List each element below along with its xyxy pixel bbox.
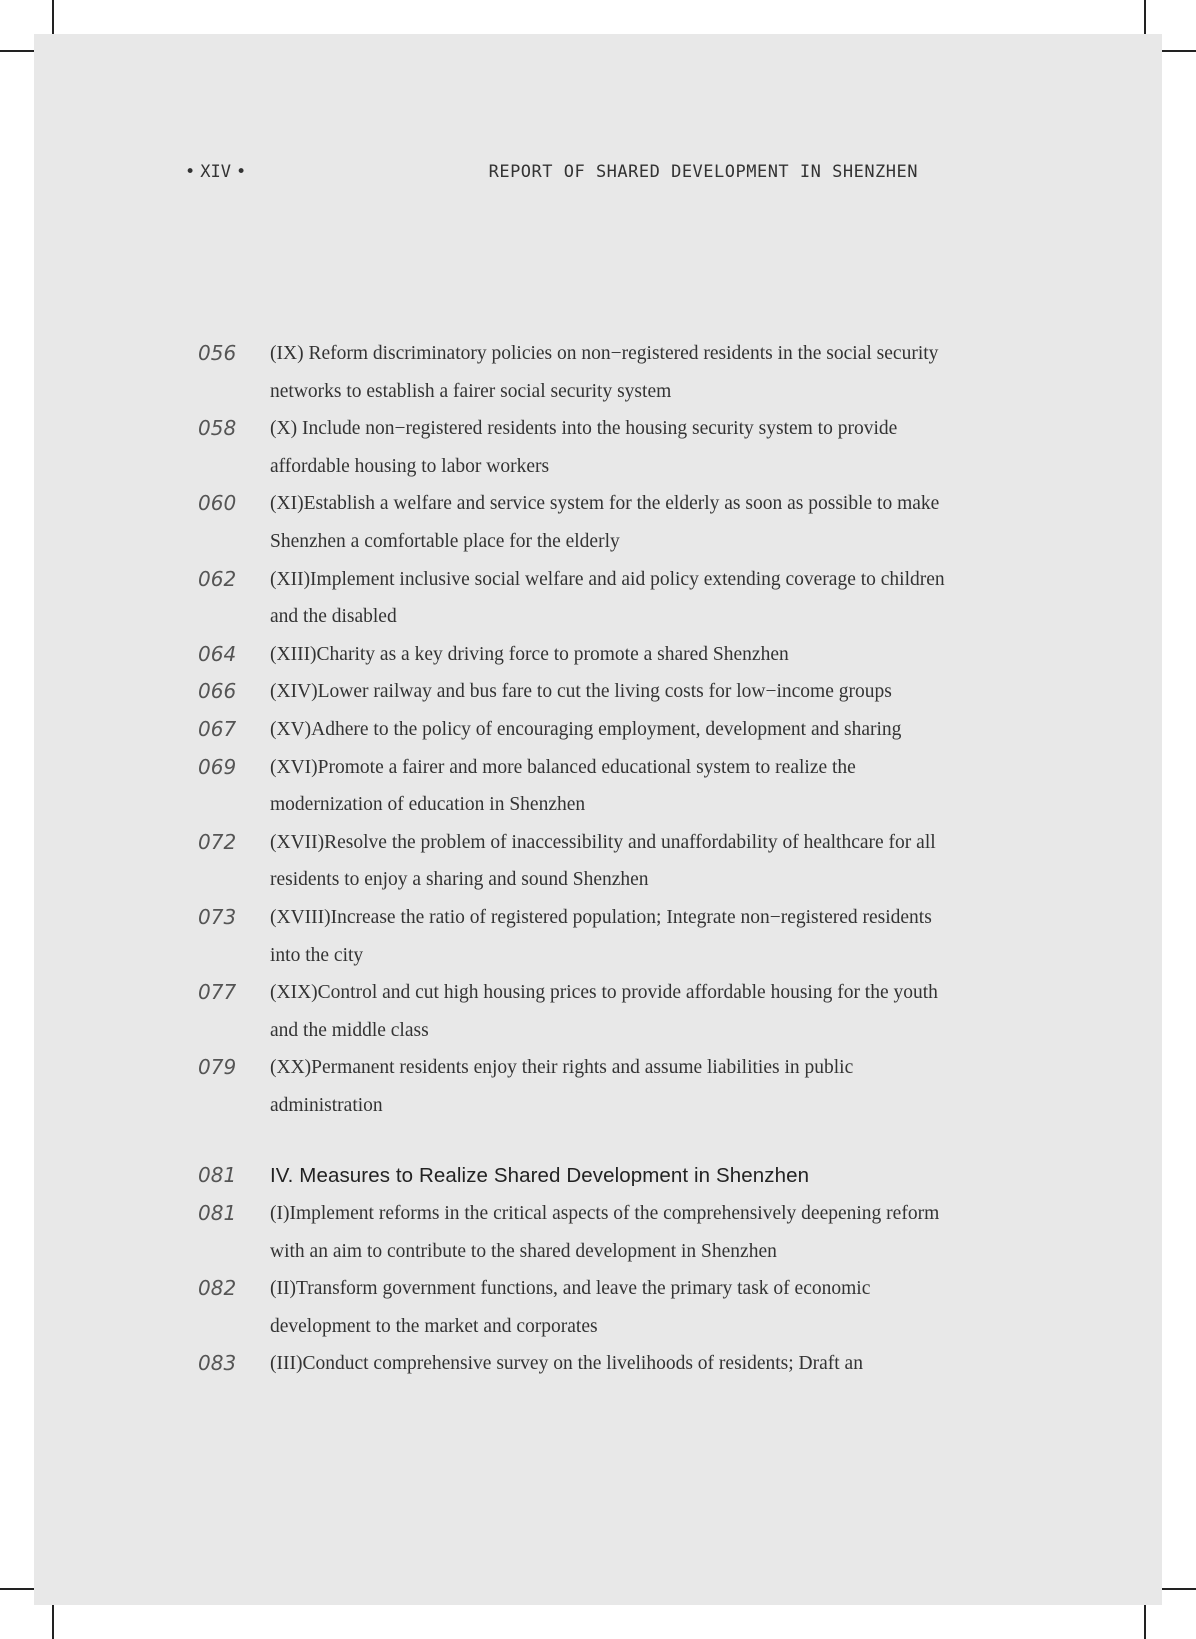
running-title: REPORT OF SHARED DEVELOPMENT IN SHENZHEN (488, 162, 918, 182)
crop-mark-top-right-horizontal (1162, 50, 1196, 52)
toc-entry-title: (XX)Permanent residents enjoy their rights and assume liabilities in public administration (270, 1057, 854, 1116)
toc-entry (34, 711, 1162, 749)
toc-page-number: 072 (198, 829, 237, 854)
toc-entry-title: (XVII)Resolve the problem of inaccessibility and unaffordability of healthcare for all residents to enjoy a sharing and sound Shenzhen (270, 831, 936, 891)
toc-entry (34, 1345, 1162, 1383)
toc-entry-title: (II)Transform government functions, and leave the primary task of economic development to the market and corporates (270, 1278, 871, 1337)
running-head (34, 162, 1162, 186)
page-folio (180, 162, 251, 182)
crop-mark-bottom-right-vertical (1144, 1605, 1146, 1639)
toc-entry (34, 673, 1162, 711)
toc-entry-title: (XIX)Control and cut high housing prices to provide affordable housing for the youth and the middle class (270, 982, 938, 1041)
bullet-dot: • (185, 162, 196, 182)
crop-mark-top-left-vertical (52, 0, 54, 34)
toc-page-number: 062 (198, 566, 237, 591)
toc-page-number: 073 (198, 904, 237, 929)
toc-page-number: 082 (198, 1276, 237, 1301)
toc-entry (34, 1049, 1162, 1124)
toc-entry-title: (XVIII)Increase the ratio of registered population; Integrate non−registered residents into the city (270, 906, 932, 966)
toc-entry (34, 410, 1162, 485)
toc-page-number: 060 (198, 491, 237, 516)
toc-page-number: 079 (198, 1055, 237, 1080)
toc-page-number: 066 (198, 679, 237, 704)
toc-entry (34, 749, 1162, 824)
toc-entry-title: (XII)Implement inclusive social welfare and aid policy extending coverage to children and the disabled (270, 568, 945, 628)
toc-page-number: 064 (198, 641, 237, 666)
toc-entry (34, 974, 1162, 1049)
toc-entry-title: (X) Include non−registered residents into the housing security system to provide affordable housing to labor workers (270, 418, 898, 477)
toc-entry (34, 1195, 1162, 1270)
toc-entry-title: (XIV)Lower railway and bus fare to cut the living costs for low−income groups (270, 681, 892, 703)
toc-page-number: 077 (198, 980, 237, 1005)
toc-page-number: 056 (198, 341, 237, 365)
toc-entry-title: (III)Conduct comprehensive survey on the livelihoods of residents; Draft an (270, 1353, 863, 1375)
bullet-dot: • (235, 162, 247, 182)
crop-mark-top-right-vertical (1144, 0, 1146, 34)
toc-section-title: IV. Measures to Realize Shared Development in Shenzhen (270, 1164, 810, 1188)
toc-page-number: 081 (198, 1201, 237, 1226)
toc-entry (34, 899, 1162, 974)
toc-entry (34, 335, 1162, 410)
toc-page-number: 081 (198, 1163, 237, 1188)
toc-page-number: 058 (198, 416, 237, 441)
toc-page-number: 083 (198, 1351, 237, 1376)
toc-entry (34, 824, 1162, 899)
toc-entry-title: (XVI)Promote a fairer and more balanced educational system to realize the modernization of education in Shenzhen (270, 756, 856, 816)
toc-page-number: 069 (198, 754, 237, 779)
toc-page-number: 067 (198, 716, 237, 741)
table-of-contents (34, 335, 1162, 1383)
toc-entry-title: (XI)Establish a welfare and service system for the elderly as soon as possible to make Shenzhen a comfortable place for the elderly (270, 493, 940, 552)
book-page (34, 34, 1162, 1605)
toc-entry (34, 561, 1162, 636)
toc-entry-title: (XIII)Charity as a key driving force to promote a shared Shenzhen (270, 643, 789, 665)
crop-mark-bottom-left-vertical (52, 1605, 54, 1639)
crop-mark-top-left-horizontal (0, 50, 34, 52)
toc-entry (34, 636, 1162, 674)
crop-mark-bottom-left-horizontal (0, 1588, 34, 1590)
toc-entry-title: (IX) Reform discriminatory policies on non−registered residents in the social security networks to establish a fairer social security system (270, 343, 939, 402)
crop-mark-bottom-right-horizontal (1162, 1588, 1196, 1590)
toc-entry-title: (XV)Adhere to the policy of encouraging employment, development and sharing (270, 718, 902, 740)
toc-section-heading (34, 1157, 1162, 1195)
toc-entry-title: (I)Implement reforms in the critical aspects of the comprehensively deepening reform with an aim to contribute to the shared development in Shenzhen (270, 1203, 940, 1262)
folio-number: XIV (200, 162, 231, 182)
toc-entry (34, 485, 1162, 560)
toc-entry (34, 1270, 1162, 1345)
